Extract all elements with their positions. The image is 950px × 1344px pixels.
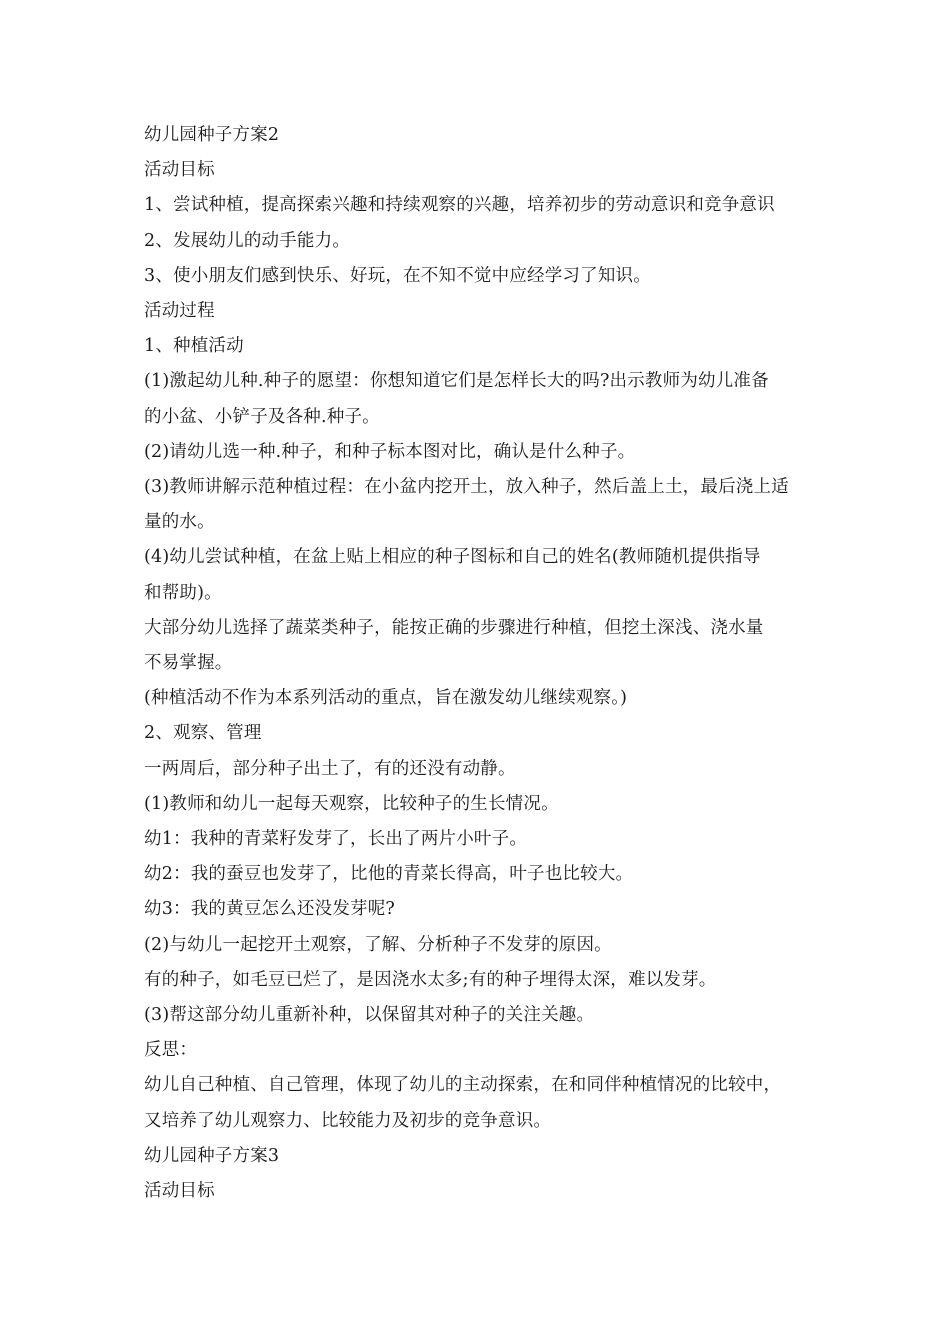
paragraph-line: 量的水。 (144, 512, 215, 533)
paragraph-line: 大部分幼儿选择了蔬菜类种子，能按正确的步骤进行种植，但挖土深浅、浇水量 (144, 617, 764, 638)
paragraph-line: 幼2：我的蚕豆也发芽了，比他的青菜长得高，叶子也比较大。 (144, 864, 634, 885)
paragraph-line: 不易掌握。 (144, 653, 233, 674)
subheading: 反思： (144, 1040, 198, 1061)
paragraph-line: 幼儿自己种植、自己管理，体现了幼儿的主动探索，在和同伴种植情况的比较中， (144, 1075, 782, 1096)
paragraph-line: 的小盆、小铲子及各种.种子。 (144, 406, 380, 427)
paragraph-line: (3)教师讲解示范种植过程：在小盆内挖开土，放入种子，然后盖上土，最后浇上适 (144, 477, 789, 498)
paragraph-line: 幼1：我种的青菜籽发芽了，长出了两片小叶子。 (144, 829, 528, 850)
paragraph-line: 又培养了幼儿观察力、比较能力及初步的竞争意识。 (144, 1110, 552, 1131)
paragraph-line: 1、种植活动 (144, 336, 244, 357)
subheading: 活动过程 (144, 301, 215, 322)
paragraph-line: 2、观察、管理 (144, 723, 262, 744)
paragraph-line: (2)与幼儿一起挖开土观察，了解、分析种子不发芽的原因。 (144, 934, 612, 955)
paragraph-line: (3)帮这部分幼儿重新补种，以保留其对种子的关注关趣。 (144, 1005, 595, 1026)
paragraph-line: 和帮助)。 (144, 582, 222, 603)
section-title: 幼儿园种子方案2 (144, 125, 280, 145)
paragraph-line: 幼3：我的黄豆怎么还没发芽呢? (144, 899, 396, 920)
subheading: 活动目标 (144, 1181, 215, 1202)
paragraph-line: 3、使小朋友们感到快乐、好玩，在不知不觉中应经学习了知识。 (144, 265, 651, 286)
paragraph-line: 2、发展幼儿的动手能力。 (144, 230, 351, 251)
paragraph-line: (1)教师和幼儿一起每天观察，比较种子的生长情况。 (144, 793, 559, 814)
paragraph-line: (4)幼儿尝试种植，在盆上贴上相应的种子图标和自己的姓名(教师随机提供指导 (144, 547, 761, 568)
paragraph-line: (1)激起幼儿种.种子的愿望：你想知道它们是怎样长大的吗?出示教师为幼儿准备 (144, 371, 769, 392)
paragraph-line: (2)请幼儿选一种.种子，和种子标本图对比，确认是什么种子。 (144, 441, 636, 462)
paragraph-line: 一两周后，部分种子出土了，有的还没有动静。 (144, 758, 516, 779)
document-page (144, 118, 808, 1209)
subheading: 活动目标 (144, 160, 215, 181)
paragraph-line: 1、尝试种植，提高探索兴趣和持续观察的兴趣，培养初步的劳动意识和竞争意识 (144, 195, 775, 216)
paragraph-line: 有的种子，如毛豆已烂了，是因浇水太多;有的种子埋得太深，难以发芽。 (144, 969, 717, 990)
section-title: 幼儿园种子方案3 (144, 1145, 280, 1166)
paragraph-line: (种植活动不作为本系列活动的重点，旨在激发幼儿继续观察。) (144, 688, 628, 709)
